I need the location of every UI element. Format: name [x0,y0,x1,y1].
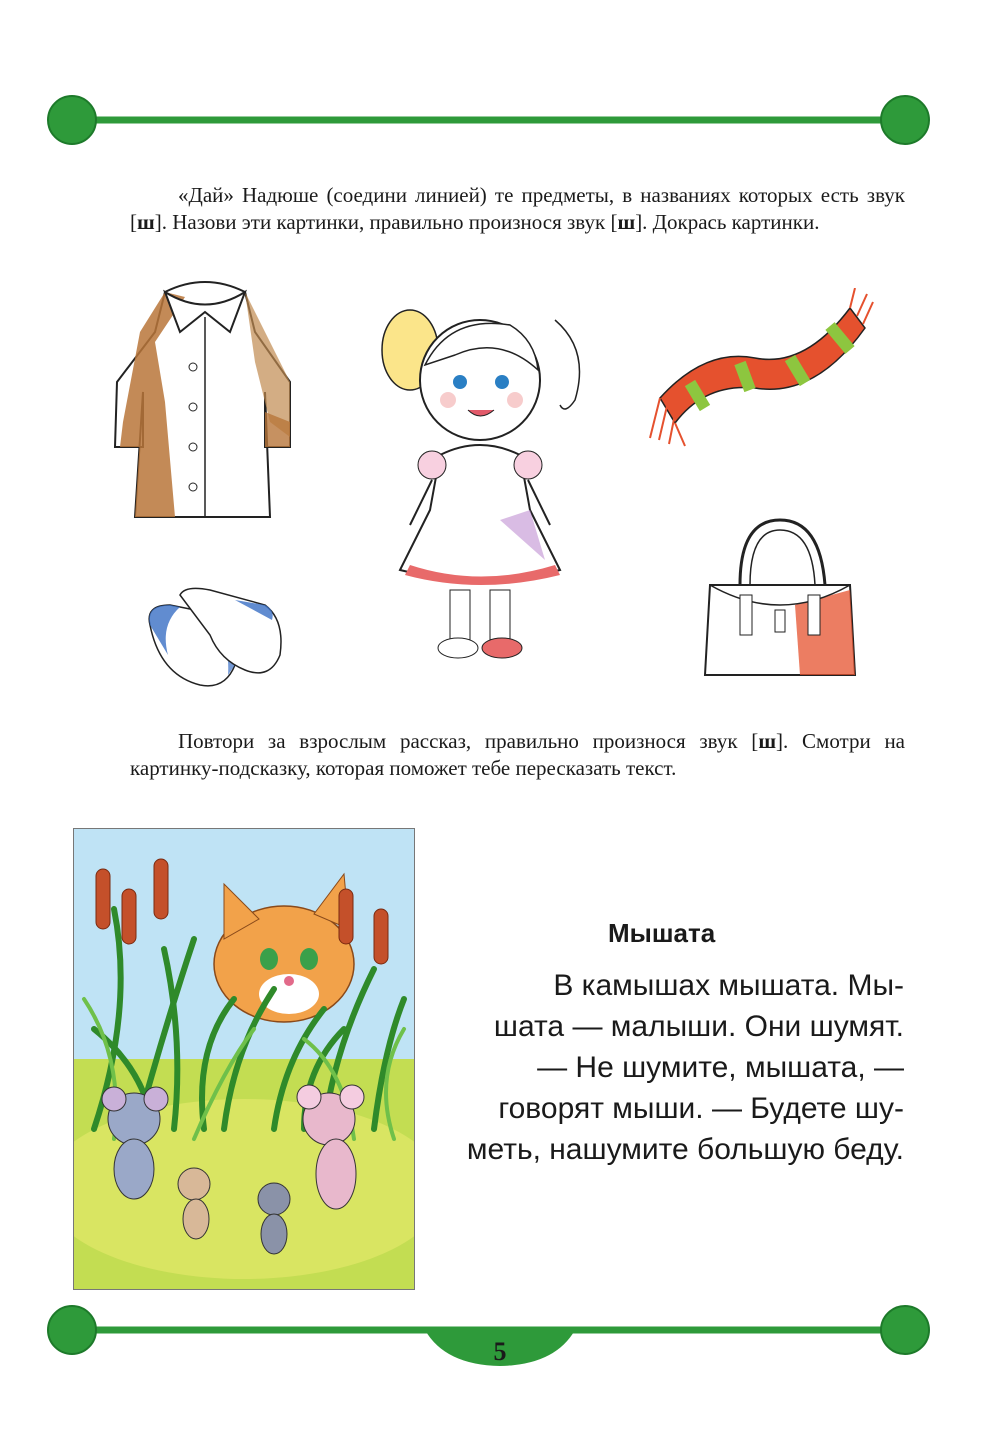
story-line: говорят мыши. — Будете шу- [498,1092,904,1125]
fur-coat-picture[interactable] [105,272,305,532]
handbag-picture[interactable] [700,515,860,685]
slippers-picture[interactable] [140,585,290,695]
page-number: 5 [493,1337,507,1366]
girl-nadyusha-picture[interactable] [370,290,590,670]
task-1-instructions: «Дай» Надюше (соедини линией) те предметы, в названиях которых есть звук [ш]. Назови эти картинки, правильно произнося звук [ш]. Докрась картинки. [130,183,905,234]
story-text [440,965,904,1170]
scarf-picture[interactable] [645,288,875,448]
story-title: Мышата [608,918,716,948]
story-line: — Не шумите, мышата, — [537,1051,904,1084]
top-divider [0,90,1000,150]
mice-illustration [73,828,415,1290]
story-line: В камышах мышата. Мы- [553,969,904,1002]
story-line: меть, нашумите большую беду. [466,1133,904,1166]
task-2-instructions: Повтори за взрослым рассказ, правильно произнося звук [ш]. Смотри на картинку-подсказку, которая поможет тебе пересказать текст. [130,729,906,780]
story-line: шата — малыши. Они шумят. [493,1010,904,1043]
